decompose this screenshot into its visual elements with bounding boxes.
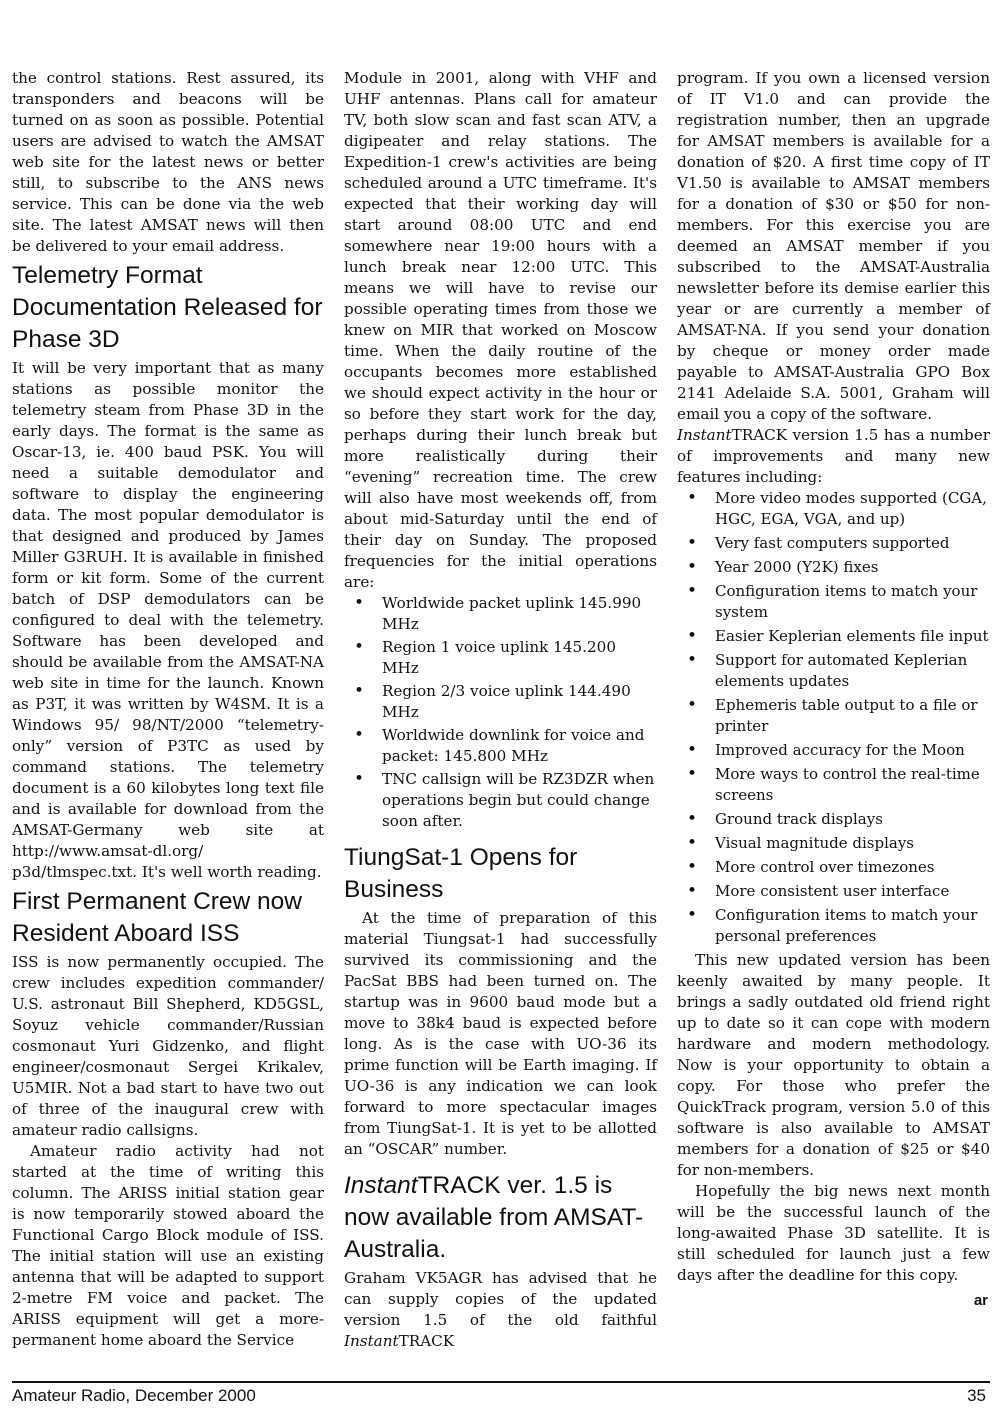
column-3: [677, 68, 990, 1309]
list-item: • More video modes supported (CGA, HGC, EGA, VGA, and up): [677, 488, 990, 530]
column-2: [344, 68, 657, 1352]
heading-iss: First Permanent Crew now Resident Aboard ISS: [12, 888, 303, 947]
paragraph: Module in 2001, along with VHF and UHF antennas. Plans call for amateur TV, both slow scan and fast scan ATV, a digipeater and relay stations. The Expedition-1 crew's activities are being scheduled around a UTC timeframe. It's expected that their working day will start around 08:00 UTC and end somewhere near 19:00 hours with a lunch break near 12:00 UTC. This means we will have to revise our possible operating times from those we knew on MIR that worked on Moscow time. When the daily routine of the occupants becomes more established we should expect activity in the hour or so before they start work for the day, perhaps during their lunch break but more realistically during their “evening” recreation time. The crew will also have most weekends off, from about mid-Saturday until the end of their day on Sunday. The proposed frequencies for the initial operations are:: [344, 69, 657, 591]
heading-rest-part: TRACK ver. 1.5 is now available from AMSAT-Australia.: [344, 1172, 644, 1263]
text-run: TRACK: [398, 1332, 455, 1350]
list-item: • Visual magnitude displays: [677, 833, 990, 854]
paragraph: program. If you own a licensed version of IT V1.0 and can provide the registration number, then an upgrade for AMSAT members is available for a donation of $20. A first time copy of IT V1.50 is available to AMSAT members for a donation of $30 or $50 for non-members. For this exercise you are deemed an AMSAT member if you subscribed to the AMSAT-Australia newsletter before its demise earlier this year or are currently a member of AMSAT-NA. If you send your donation by cheque or money order made payable to AMSAT-Australia GPO Box 2141 Adelaide S.A. 5001, Graham will email you a copy of the software.: [677, 69, 990, 423]
paragraph: [344, 1268, 657, 1352]
list-item: • TNC callsign will be RZ3DZR when operations begin but could change soon after.: [344, 769, 657, 832]
paragraph: At the time of preparation of this material Tiungsat-1 had successfully survived its commissioning and the PacSat BBS had been turned on. The startup was in 9600 baud mode but a move to 38k4 baud is expected before long. As is the case with UO-36 its prime function will be Earth imaging. If UO-36 is any indication we can look forward to more spectacular images from TiungSat-1. It is yet to be allotted an “OSCAR” number.: [344, 909, 657, 1158]
list-item: • More ways to control the real-time screens: [677, 764, 990, 806]
list-item: • More consistent user interface: [677, 881, 990, 902]
footer-divider: [12, 1381, 990, 1383]
list-item: • Easier Keplerian elements file input: [677, 626, 990, 647]
list-item: • Support for automated Keplerian elements updates: [677, 650, 990, 692]
list-item: • Very fast computers supported: [677, 533, 990, 554]
paragraph: Amateur radio activity had not started at the time of writing this column. The ARISS initial station gear is now temporarily stowed aboard the Functional Cargo Block module of ISS. The initial station will use an existing antenna that will be adapted to support 2-metre FM voice and packet. The ARISS equipment will get a more-permanent home aboard the Service: [12, 1142, 324, 1349]
list-item: • Configuration items to match your personal preferences: [677, 905, 990, 947]
paragraph: the control stations. Rest assured, its transponders and beacons will be turned on as soon as possible. Potential users are advised to watch the AMSAT web site for the latest news or better still, to subscribe to the ANS news service. This can be done via the web site. The latest AMSAT news will then be delivered to your email address.: [12, 69, 324, 255]
paragraph: ISS is now permanently occupied. The crew includes expedition commander/ U.S. astronaut Bill Shepherd, KD5GSL, Soyuz vehicle commander/Russian cosmonaut Yuri Gidzenko, and flight engineer/cosmonaut Sergei Krikalev, U5MIR. Not a bad start to have two out of three of the inaugural crew with amateur radio callsigns.: [12, 953, 324, 1139]
list-item: • Worldwide packet uplink 145.990 MHz: [344, 593, 657, 635]
text-run: Graham VK5AGR has advised that he can supply copies of the updated version 1.5 of the old faithful: [344, 1269, 657, 1329]
text-run: TRACK version 1.5 has a number of improvements and many new features including:: [677, 426, 990, 486]
frequency-list: [344, 593, 657, 832]
list-item: • Region 2/3 voice uplink 144.490 MHz: [344, 681, 657, 723]
paragraph: Hopefully the big news next month will be the successful launch of the long-awaited Phase 3D satellite. It is still scheduled for launch just a few days after the deadline for this copy.: [677, 1182, 990, 1284]
heading-telemetry: Telemetry Format Documentation Released for Phase 3D: [12, 262, 323, 353]
heading-italic-part: Instant: [344, 1172, 418, 1199]
list-item: • Improved accuracy for the Moon: [677, 740, 990, 761]
paragraph: This new updated version has been keenly awaited by many people. It brings a sadly outdated old friend right up to date so it can cope with modern hardware and modern methodology. Now is your opportunity to obtain a copy. For those who prefer the QuickTrack program, version 5.0 of this software is also available to AMSAT members for a donation of $25 or $40 for non-members.: [677, 951, 990, 1179]
list-item: • Worldwide downlink for voice and packet: 145.800 MHz: [344, 725, 657, 767]
end-mark: ar: [973, 1292, 988, 1309]
list-item: • Region 1 voice uplink 145.200 MHz: [344, 637, 657, 679]
list-item: • Ephemeris table output to a file or printer: [677, 695, 990, 737]
paragraph: It will be very important that as many stations as possible monitor the telemetry steam from Phase 3D in the early days. The format is the same as Oscar-13, ie. 400 baud PSK. You will need a suitable demodulator and software to display the engineering data. The most popular demodulator is that designed and produced by James Miller G3RUH. It is available in finished form or kit form. Some of the current batch of DSP demodulators can be configured to deal with the telemetry. Software has been developed and should be available from the AMSAT-NA web site in time for the launch. Known as P3T, it was written by W4SM. It is a Windows 95/ 98/NT/2000 “telemetry-only” version of P3TC as used by command stations. The telemetry document is a 60 kilobytes long text file and is available for download from the AMSAT-Germany web site at http://www.amsat-dl.org/ p3d/tlmspec.txt. It's well worth reading.: [12, 359, 324, 881]
paragraph: [677, 425, 990, 488]
page-number: 35: [967, 1386, 986, 1405]
heading-instanttrack: [344, 1170, 657, 1266]
list-item: • Ground track displays: [677, 809, 990, 830]
feature-list: [677, 488, 990, 947]
publication-name: Amateur Radio, December 2000: [12, 1386, 256, 1405]
column-1: [12, 68, 324, 1351]
text-run-italic: Instant: [344, 1332, 399, 1350]
list-item: • More control over timezones: [677, 857, 990, 878]
list-item: • Year 2000 (Y2K) fixes: [677, 557, 990, 578]
heading-tiungsat: TiungSat-1 Opens for Business: [344, 844, 578, 903]
list-item: • Configuration items to match your system: [677, 581, 990, 623]
text-run-italic: Instant: [677, 426, 732, 444]
